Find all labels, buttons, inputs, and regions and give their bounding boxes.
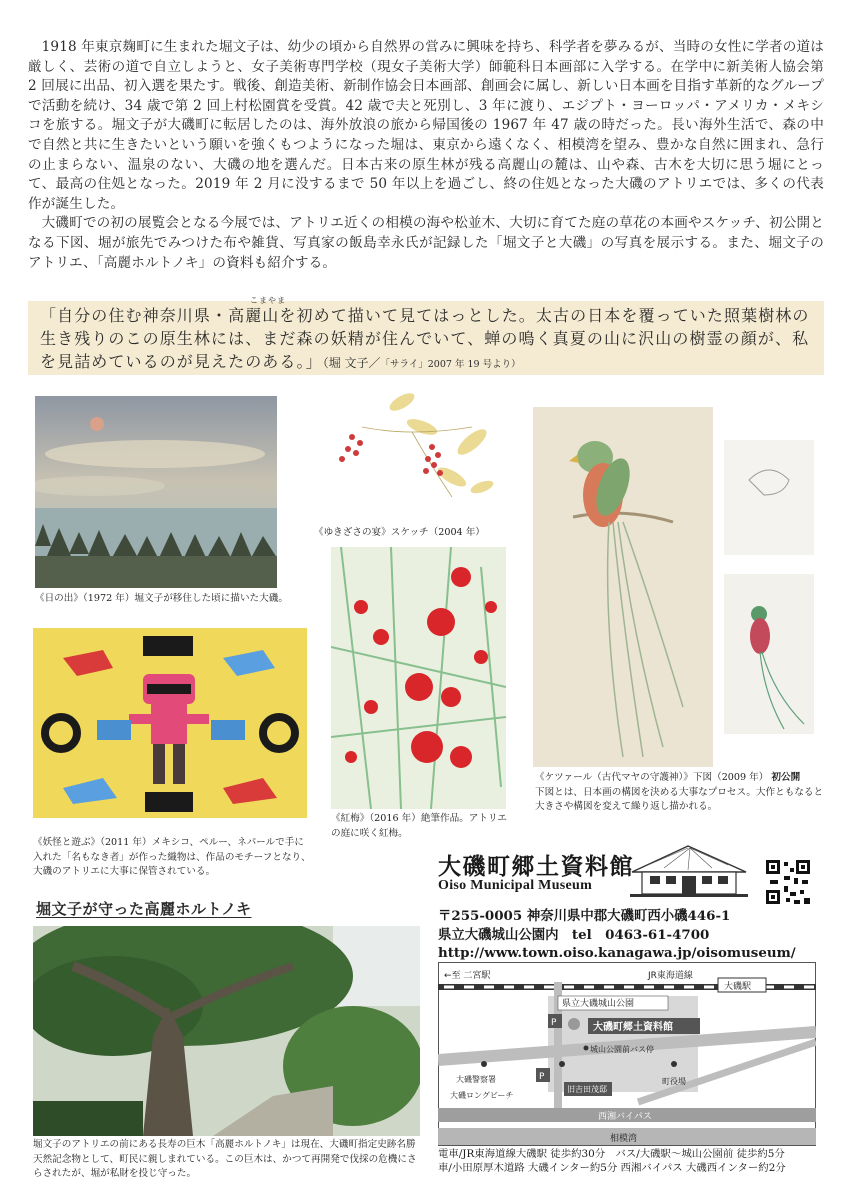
kobai-painting [331,547,506,809]
intro-paragraph-1: 1918 年東京麹町に生まれた堀文子は、幼少の頃から自然界の営みに興味を持ち、科学者を夢みるが、当時の女性に学者の道は厳しく、芸術の道で自立しようと、女子美術専門学校（現女子美術大学）師範科日本画部に入学する。在学中に新美術人協会第 2 回展に出品、初入選を果たす。戦後、創造美術、新制作協会日本画部、創画会に属し、新しい日本画を目指す革新的なグループで活動を続け、34 歳で第 2 回上村松園賞を受賞。42 歳で夫と死別し、3 年に渡り、エジプト・ヨーロッパ・アメリカ・メキシコを旅する。堀文子が大磯町に転居したのは、海外放浪の旅から帰国後の 1967 年 47 歳の時だった。長い海外生活で、森の中で自然と共に生きたいという願いを強くもつようになった堀は、東京から遠くなく、相模湾を望み、豊かな自然に囲まれ、急行の止まらない、温泉のない、大磯の地を選んだ。日本古来の原生林が残る高麗山の麓は、山や森、古木を大切に思う堀にとって、最高の住処となった。2019 年 2 月に没するまで 50 年以上を過ごし、終の住処となった大磯のアトリエでは、多くの代表作が誕生した。 [28,39,824,212]
quetzal-sketch [533,407,713,767]
quetzal-caption-text: 下図とは、日本画の構図を決める大事なプロセス。大作ともなると大きさや構図を変えて繰り返し描かれる。 [535,786,824,812]
museum-name-ja: 大磯町郷土資料館 [438,853,634,880]
access-info [438,1148,786,1175]
quote-ruby: こまやま [250,296,286,305]
quote-body: 「自分の住む神奈川県・高麗山を初めて描いて見てはっとした。太古の日本を覆っていた照葉樹林の生き残りのこの原生林には、まだ森の妖精が住んでいて、蝉の鳴く真夏の山に沢山の樹霊の顔が、私を見詰めているのが見えたのある。」 [40,306,810,371]
access-map [438,962,816,1146]
map-label-police: 大磯警察署 [456,1075,496,1084]
intro-text [28,38,824,273]
map-label-jr-line: JR東海道線 [648,971,693,981]
map-label-parking-2: P [539,1072,545,1082]
map-label-park: 県立大磯城山公園 [562,999,635,1009]
map-label-bay: 相模湾 [610,1134,638,1144]
quetzal-color-sketch [724,574,814,734]
horutonoki-photo [33,926,420,1136]
map-label-oiso-station: 大磯駅 [724,982,752,992]
museum-address [438,907,796,963]
yukisazaki-caption [314,526,514,541]
map-label-parking-1: P [551,1018,557,1028]
yokai-caption [33,836,313,880]
horutonoki-caption: 堀文子のアトリエの前にある長寿の巨木「高麗ホルトノキ」は現在、大磯町指定史跡名勝天然記念物として、町民に親しまれている。この巨木は、かつて再開発で伐採の危機にさらされたが、堀が私財を投じ守った。 [33,1139,417,1179]
quetzal-title: 《ケツァール（古代マヤの守護神）》下図（2009 年） [535,772,769,783]
sunrise-caption-text: 堀文子が移住した頃に描いた大磯。 [134,593,288,604]
yukisazaki-title: 《ゆきざさの宴》 [314,527,391,538]
access-line-1: 電車/JR東海道線大磯駅 徒歩約30分 バス/大磯駅～城山公園前 徒歩約5分 [438,1148,785,1160]
museum-name-en: Oiso Municipal Museum [438,878,593,893]
yokai-textile [33,628,307,818]
quetzal-head-sketch [724,440,814,555]
kobai-title: 《紅梅》（2016 年） [331,813,421,824]
quetzal-caption [535,771,825,815]
kobai-caption [331,812,511,841]
map-label-long-beach: 大磯ロングビーチ [450,1091,514,1100]
sunrise-painting [35,396,277,588]
yokai-caption-text: メキシコ、ペルー、ネパールで手に入れた「名もなき者」が作った織物は、作品のモチーフとなり、大磯のアトリエに大事に保管されている。 [33,837,311,877]
address-line-1: 〒255-0005 神奈川県中郡大磯町西小磯446-1 [438,908,731,924]
quote-cite-source: 「サライ」2007 年 19 号より） [380,359,521,370]
horutonoki-heading: 堀文子が守った高麗ホルトノキ [36,900,252,918]
address-line-2: 県立大磯城山公園内 tel 0463-61-4700 [438,926,710,943]
sunrise-title: 《日の出》（1972 年） [35,593,135,604]
qr-code-icon[interactable] [764,858,812,906]
kobai-caption-text: 絶筆作品。アトリエの庭に咲く紅梅。 [331,813,507,839]
intro-paragraph-2: 大磯町での初の展覧会となる今展では、アトリエ近くの相模の海や松並木、大切に育てた庭の草花の本画やスケッチ、初公開となる下図、堀が旅先でみつけた布や雑貨、写真家の飯島幸永氏が記録した「堀文子と大磯」の写真を展示する。また、堀文子のアトリエ、「高麗ホルトノキ」の資料も紹介する。 [28,215,824,271]
yukisazaki-sketch [322,387,502,517]
access-line-2: 車/小田原厚木道路 大磯インター約5分 西湘バイパス 大磯西インター約2分 [438,1161,786,1174]
map-label-yoshida: 旧吉田茂邸 [567,1085,607,1094]
yokai-title: 《妖怪と遊ぶ》（2011 年） [33,837,152,848]
map-label-ninomiya: ←至 二宮駅 [444,971,491,981]
quote-text [40,304,820,376]
museum-building-icon [628,842,750,900]
map-label-museum: 大磯町郷土資料館 [593,1022,673,1033]
map-label-bypass: 西湘バイパス [598,1112,652,1122]
museum-url-link[interactable]: http://www.town.oiso.kanagawa.jp/oisomuseum/ [438,945,796,961]
map-label-town-hall: 町役場 [662,1077,686,1086]
sunrise-caption [35,592,295,607]
quetzal-badge: 初公開 [771,772,801,783]
yukisazaki-caption-text: スケッチ（2004 年） [390,527,485,538]
map-label-bus-stop: 城山公園前バス停 [590,1045,654,1054]
quote-cite: （堀 文子／ [322,356,381,370]
